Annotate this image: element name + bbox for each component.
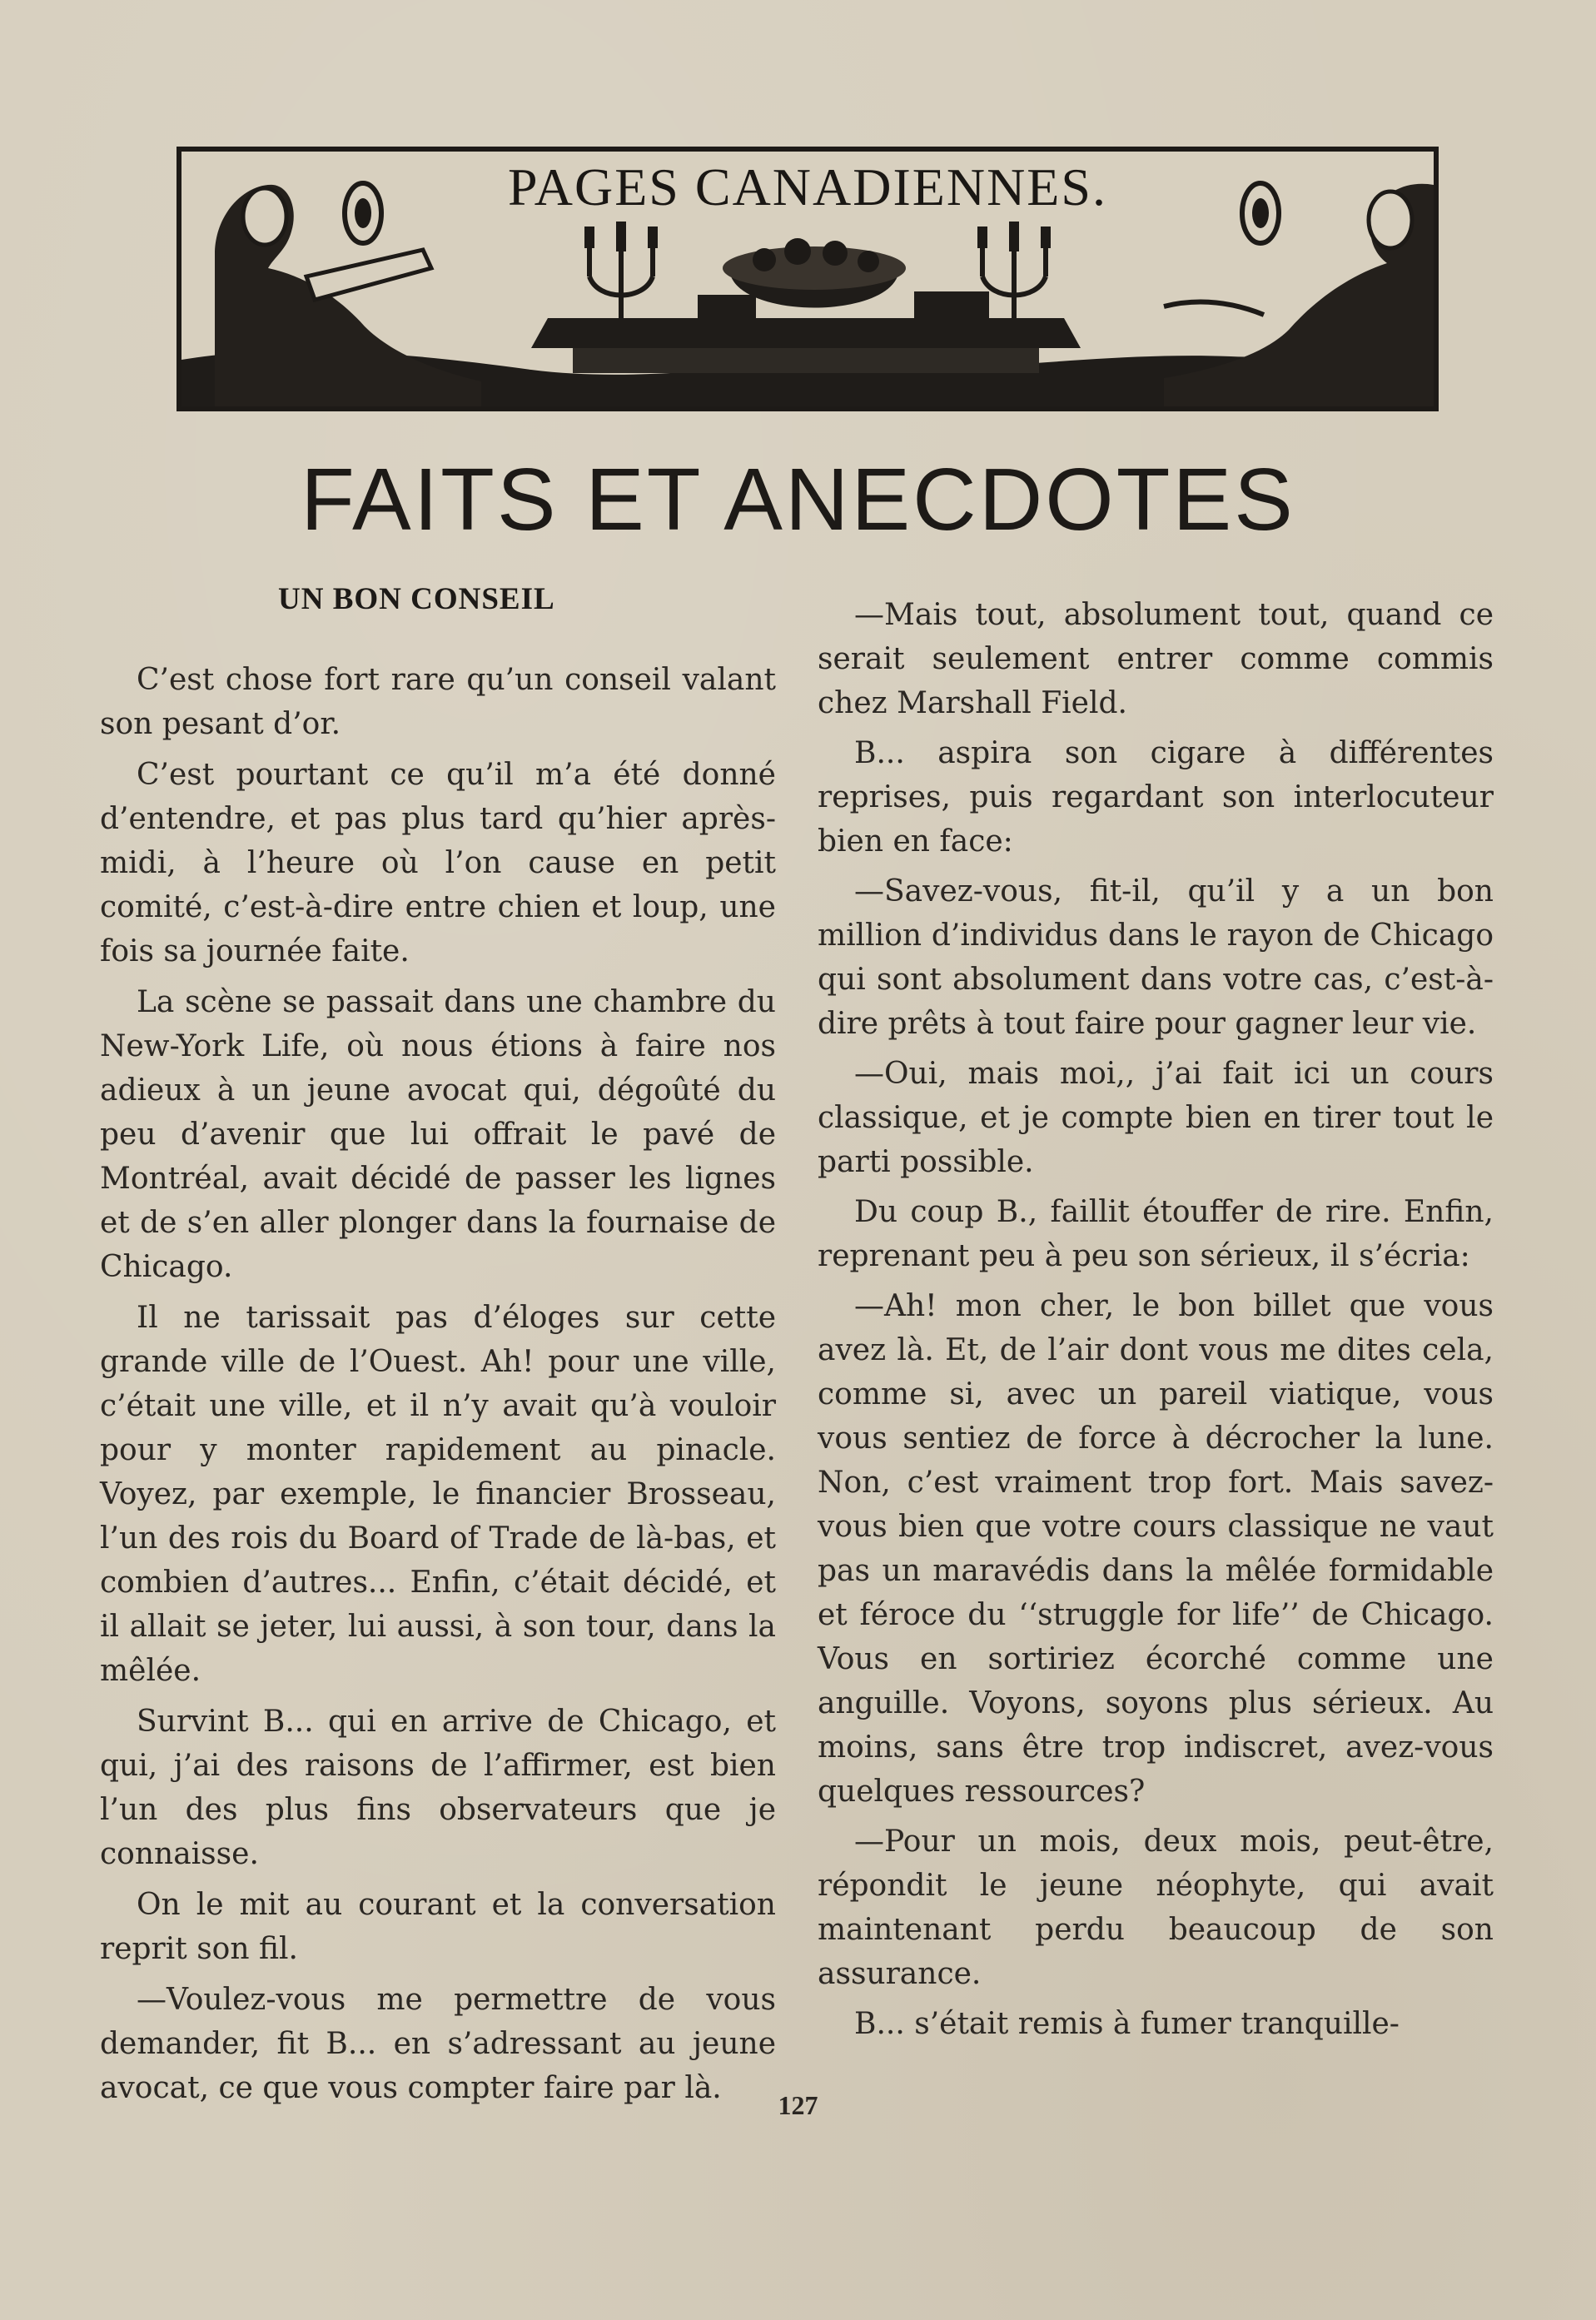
right-column — [818, 593, 1494, 2052]
left-column — [100, 583, 776, 2117]
paragraph: B... aspira son cigare à différentes reprises, puis regardant son interlocuteur bien en face: — [818, 736, 1494, 859]
paragraph: —Ah! mon cher, le bon billet que vous avez là. Et, de l’air dont vous me dites cela, comme si, avec un pareil viatique, vous vous sentiez de force à décrocher la lune. Non, c’est vraiment trop fort. Mais savez-vous bien que votre cours classique ne vaut pas un maravédis dans la mêlée formidable et féroce du ‘‘struggle for life’’ de Chicago. Vous en sortiriez écorché comme une anguille. Voyons, soyons plus sérieux. Au moins, sans être trop indiscret, avez-vous quelques ressources? — [818, 1289, 1494, 1809]
paragraph: —Savez-vous, fit-il, qu’il y a un bon million d’individus dans le rayon de Chicago qui sont absolument dans votre cas, c’est-à-dire prêts à tout faire pour gagner leur vie. — [818, 874, 1494, 1041]
article-title: FAITS ET ANECDOTES — [301, 451, 1295, 549]
paragraph: La scène se passait dans une chambre du New-York Life, où nous étions à faire nos adieux à un jeune avocat qui, dégoûté du peu d’avenir que lui offrait le pavé de Montréal, avait décidé de passer les lignes et de s’en aller plonger dans la fournaise de Chicago. — [100, 985, 776, 1284]
paragraph: —Pour un mois, deux mois, peut-être, répondit le jeune néophyte, qui avait maintenant perdu beaucoup de son assurance. — [818, 1825, 1494, 1991]
paragraph: B... s’était remis à fumer tranquille- — [854, 2007, 1400, 2041]
banner-title: PAGES CANADIENNES. — [508, 157, 1107, 217]
paragraph: —Mais tout, absolument tout, quand ce serait seulement entrer comme commis chez Marshall Field. — [818, 598, 1494, 720]
paragraph: —Oui, mais moi,, j’ai fait ici un cours classique, et je compte bien en tirer tout le parti possible. — [818, 1057, 1494, 1179]
paragraph: Survint B... qui en arrive de Chicago, et qui, j’ai des raisons de l’affirmer, est bien l’un des plus fins observateurs que je connaisse. — [100, 1705, 776, 1871]
paragraph: C’est chose fort rare qu’un conseil valant son pesant d’or. — [100, 663, 776, 741]
section-heading: UN BON CONSEIL — [278, 582, 555, 616]
paragraph: —Voulez-vous me permettre de vous demander, fit B... en s’adressant au jeune avocat, ce que vous compter faire par là. — [100, 1983, 776, 2105]
paragraph: On le mit au courant et la conversation reprit son fil. — [100, 1888, 776, 1966]
paragraph: Il ne tarissait pas d’éloges sur cette grande ville de l’Ouest. Ah! pour une ville, c’était une ville, et il n’y avait qu’à vouloir pour y monter rapidement au pinacle. Voyez, par exemple, le financier Brosseau, l’un des rois du Board of Trade de là-bas, et combien d’autres... Enfin, c’était décidé, et il allait se jeter, lui aussi, à son tour, dans la mêlée. — [100, 1301, 776, 1688]
header-illustration — [177, 147, 1439, 411]
paragraph: C’est pourtant ce qu’il m’a été donné d’entendre, et pas plus tard qu’hier après-midi, à l’heure où l’on cause en petit comité, c’est-à-dire entre chien et loup, une fois sa journée faite. — [100, 758, 776, 968]
paragraph: Du coup B., faillit étouffer de rire. Enfin, reprenant peu à peu son sérieux, il s’écria: — [818, 1195, 1494, 1273]
page-number: 127 — [778, 2090, 818, 2120]
